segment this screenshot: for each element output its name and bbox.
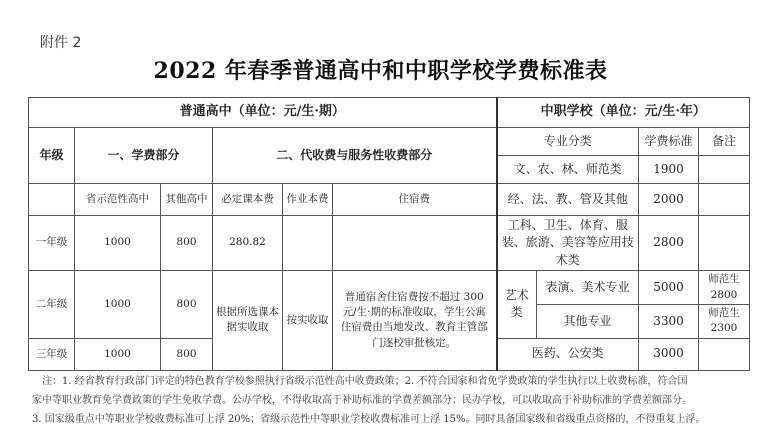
vocational-fee: 1900 <box>639 156 699 184</box>
provincial-fee: 1000 <box>75 338 161 370</box>
other-fee: 800 <box>161 216 213 271</box>
page-title: 2022 年春季普通高中和中职学校学费标准表 <box>153 58 608 84</box>
column-header-row <box>29 128 750 156</box>
textbook-note: 根据所选课本据实收取 <box>213 271 283 370</box>
remark-header: 备注 <box>699 128 750 156</box>
arts-subcategory: 其他专业 <box>537 305 639 338</box>
vocational-fee: 3000 <box>639 338 699 370</box>
arts-fee: 5000 <box>639 271 699 305</box>
section-header-row <box>29 98 750 128</box>
footnote-line-2: 家中等职业教育免学费政策的学生免收学费。公办学校，不得收取高于补助标准的学费差额部分；民办学校，可以收取高于补助标准的学费差额部分。 <box>32 395 692 406</box>
provincial-fee: 1000 <box>75 216 161 271</box>
col-textbook-header: 必定课本费 <box>213 184 283 216</box>
grade-header-blank <box>29 184 75 216</box>
service-section-header: 二、代收费与服务性收费部分 <box>213 128 497 184</box>
vocational-header: 中职学校（单位：元/生·年） <box>497 98 750 128</box>
fee-standard-table <box>28 97 750 371</box>
grade-label: 二年级 <box>29 271 75 338</box>
grade-label: 一年级 <box>29 216 75 271</box>
vocational-category: 经、法、教、管及其他 <box>497 184 639 216</box>
homework-note: 按实收取 <box>283 271 333 370</box>
high-school-header: 普通高中（单位：元/生·期） <box>29 98 497 128</box>
footnote-line-3: 3. 国家级重点中等职业学校收费标准可上浮 20%；省级示范性中等职业学校收费标准可上浮 15%。同时具备国家级和省级重点资格的，不得重复上浮。 <box>32 414 706 425</box>
homework-fee-blank <box>283 216 333 271</box>
vocational-remark <box>699 156 750 184</box>
vocational-remark <box>699 338 750 370</box>
provincial-fee: 1000 <box>75 271 161 338</box>
grade-header: 年级 <box>29 128 75 184</box>
tuition-section-header: 一、学费部分 <box>75 128 213 184</box>
sub-header-row <box>29 184 750 216</box>
arts-subcategory: 表演、美术专业 <box>537 271 639 305</box>
vocational-category: 医药、公安类 <box>497 338 639 370</box>
other-fee: 800 <box>161 271 213 338</box>
arts-fee: 3300 <box>639 305 699 338</box>
category-header: 专业分类 <box>497 128 639 156</box>
fee-header: 学费标准 <box>639 128 699 156</box>
dorm-fee-blank <box>333 216 497 271</box>
grade-row-1 <box>29 216 750 271</box>
col-dorm-header: 住宿费 <box>333 184 497 216</box>
dorm-note: 普通宿舍住宿费按不超过 300 元/生·期的标准收取，学生公寓住宿费由当地发改、教育主管部门逐校审批核定。 <box>333 271 497 370</box>
col-other-header: 其他高中 <box>161 184 213 216</box>
vocational-fee: 2800 <box>639 216 699 271</box>
footnote <box>32 372 744 429</box>
col-provincial-header: 省示范性高中 <box>75 184 161 216</box>
vocational-remark <box>699 184 750 216</box>
footnote-line-1: 注：1. 经省教育行政部门评定的特色教育学校参照执行省级示范性高中收费政策；2. 不符合国家和省免学费政策的学生执行以上收费标准，符合国 <box>42 376 688 387</box>
vocational-remark <box>699 216 750 271</box>
arts-remark: 师范生 2300 <box>699 305 750 338</box>
other-fee: 800 <box>161 338 213 370</box>
arts-remark: 师范生 2800 <box>699 271 750 305</box>
grade-row-2 <box>29 271 750 305</box>
vocational-fee: 2000 <box>639 184 699 216</box>
vocational-category: 文、农、林、师范类 <box>497 156 639 184</box>
arts-category-label: 艺术类 <box>497 271 537 338</box>
textbook-fee: 280.82 <box>213 216 283 271</box>
attachment-label: 附件 2 <box>40 35 82 51</box>
col-homework-header: 作业本费 <box>283 184 333 216</box>
grade-label: 三年级 <box>29 338 75 370</box>
vocational-category: 工科、卫生、体育、服装、旅游、美容等应用技术类 <box>497 216 639 271</box>
